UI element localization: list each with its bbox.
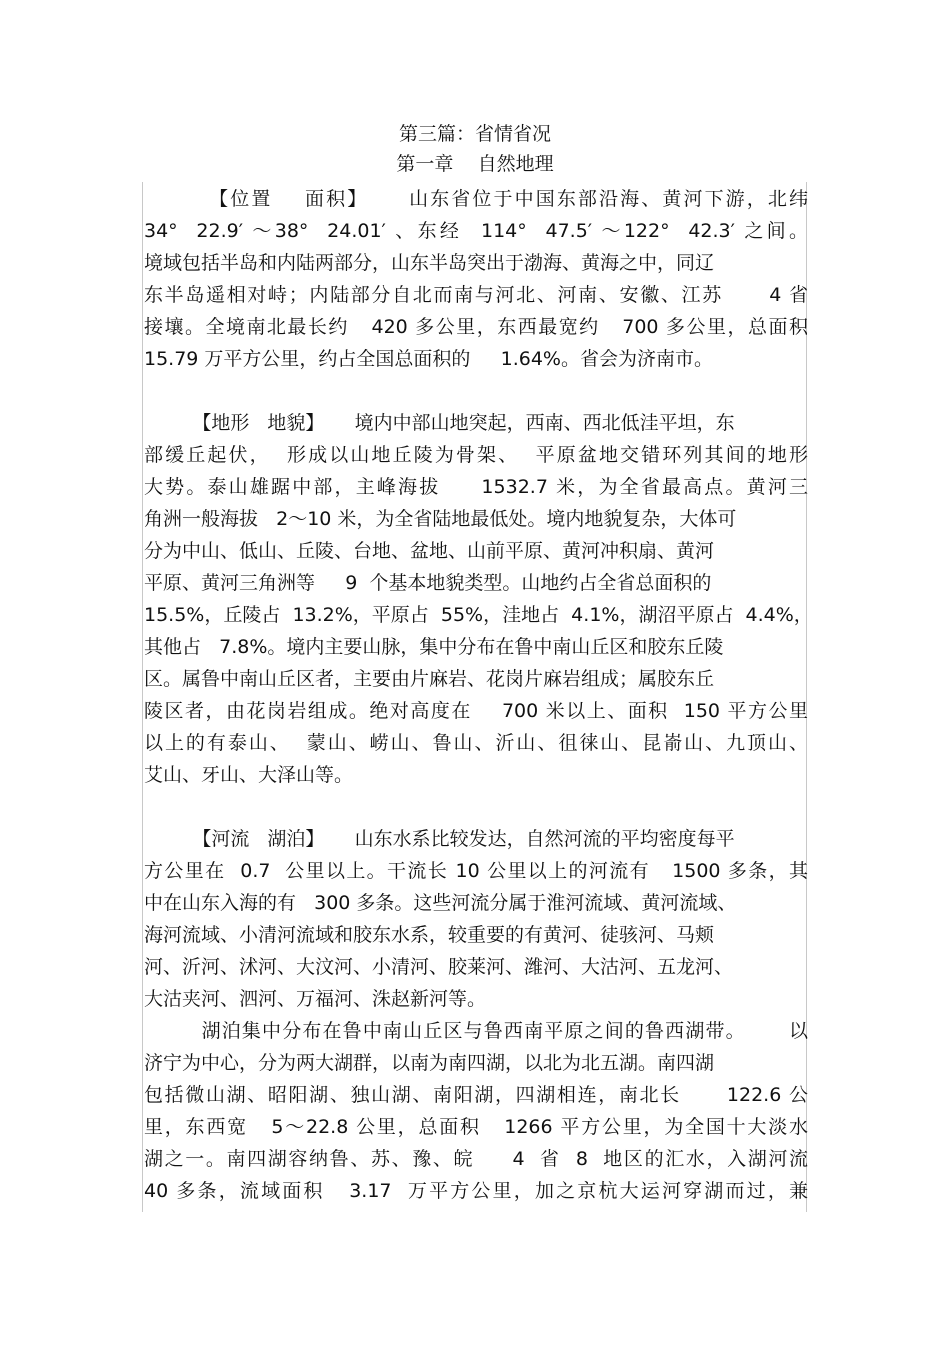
text-line: 区。属鲁中南山丘区者，主要由片麻岩、花岗片麻岩组成；属胶东丘 [144, 668, 715, 690]
text-line: 济宁为中心，分为两大湖群，以南为南四湖，以北为北五湖。南四湖 [144, 1052, 715, 1074]
text-line: 【位置 面积】 山东省位于中国东部沿海、黄河下游，北纬 [144, 188, 808, 210]
text-line: 平原、黄河三角洲等 9 个基本地貌类型。山地约占全省总面积的 [144, 572, 712, 594]
text-line: 【河流 湖泊】 山东水系比较发达，自然河流的平均密度每平 [144, 828, 735, 850]
text-line: 15.5%，丘陵占 13.2%，平原占 55%，洼地占 4.1%，湖沼平原占 4.4%， [144, 604, 813, 626]
text-line: 40 多条，流域面积 3.17 万平方公里，加之京杭大运河穿湖而过，兼 [144, 1180, 808, 1202]
text-line: 角洲一般海拔 2～10 米，为全省陆地最低处。境内地貌复杂，大体可 [144, 508, 737, 530]
text-line: 接壤。全境南北最长约 420 多公里，东西最宽约 700 多公里，总面积 [144, 316, 808, 338]
text-line: 艾山、牙山、大泽山等。 [144, 764, 354, 786]
text-line: 其他占 7.8%。境内主要山脉，集中分布在鲁中南山丘区和胶东丘陵 [144, 636, 724, 658]
text-line: 34° 22.9′ ～38° 24.01′ 、东经 114° 47.5′ ～122° 42.3′ 之间。 [144, 220, 808, 242]
text-line: 境域包括半岛和内陆两部分，山东半岛突出于渤海、黄海之中，同辽 [144, 252, 715, 274]
text-line: 部缓丘起伏， 形成以山地丘陵为骨架、 平原盆地交错环列其间的地形 [144, 444, 808, 466]
text-line: 湖之一。南四湖容纳鲁、苏、豫、皖 4 省 8 地区的汇水，入湖河流 [144, 1148, 808, 1170]
text-line: 东半岛遥相对峙；内陆部分自北而南与河北、河南、安徽、江苏 4 省 [144, 284, 808, 306]
text-line: 包括微山湖、昭阳湖、独山湖、南阳湖，四湖相连，南北长 122.6 公 [144, 1084, 808, 1106]
text-line: 【地形 地貌】 境内中部山地突起，西南、西北低洼平坦，东 [144, 412, 735, 434]
text-line: 河、沂河、沭河、大汶河、小清河、胶莱河、潍河、大沽河、五龙河、 [144, 956, 734, 978]
text-line: 分为中山、低山、丘陵、台地、盆地、山前平原、黄河冲积扇、黄河 [144, 540, 715, 562]
text-line: 方公里在 0.7 公里以上。干流长 10 公里以上的河流有 1500 多条，其 [144, 860, 808, 882]
text-line: 海河流域、小清河流域和胶东水系，较重要的有黄河、徒骇河、马颊 [144, 924, 715, 946]
text-line: 中在山东入海的有 300 多条。这些河流分属于淮河流域、黄河流域、 [144, 892, 737, 914]
text-line: 15.79 万平方公里，约占全国总面积的 1.64%。省会为济南市。 [144, 348, 713, 370]
text-line: 大沽夹河、泗河、万福河、洙赵新河等。 [144, 988, 487, 1010]
text-line: 湖泊集中分布在鲁中南山丘区与鲁西南平原之间的鲁西湖带。 以 [144, 1020, 808, 1042]
part-title: 第三篇：省情省况 [398, 123, 551, 145]
text-line: 陵区者，由花岗岩组成。绝对高度在 700 米以上、面积 150 平方公里 [144, 700, 808, 722]
text-line: 大势。泰山雄踞中部，主峰海拔 1532.7 米，为全省最高点。黄河三 [144, 476, 808, 498]
chapter-title: 第一章 自然地理 [396, 153, 554, 175]
text-line: 以上的有泰山、 蒙山、崂山、鲁山、沂山、徂徕山、昆嵛山、九顶山、 [144, 732, 808, 754]
text-line: 里，东西宽 5～22.8 公里，总面积 1266 平方公里，为全国十大淡水 [144, 1116, 808, 1138]
